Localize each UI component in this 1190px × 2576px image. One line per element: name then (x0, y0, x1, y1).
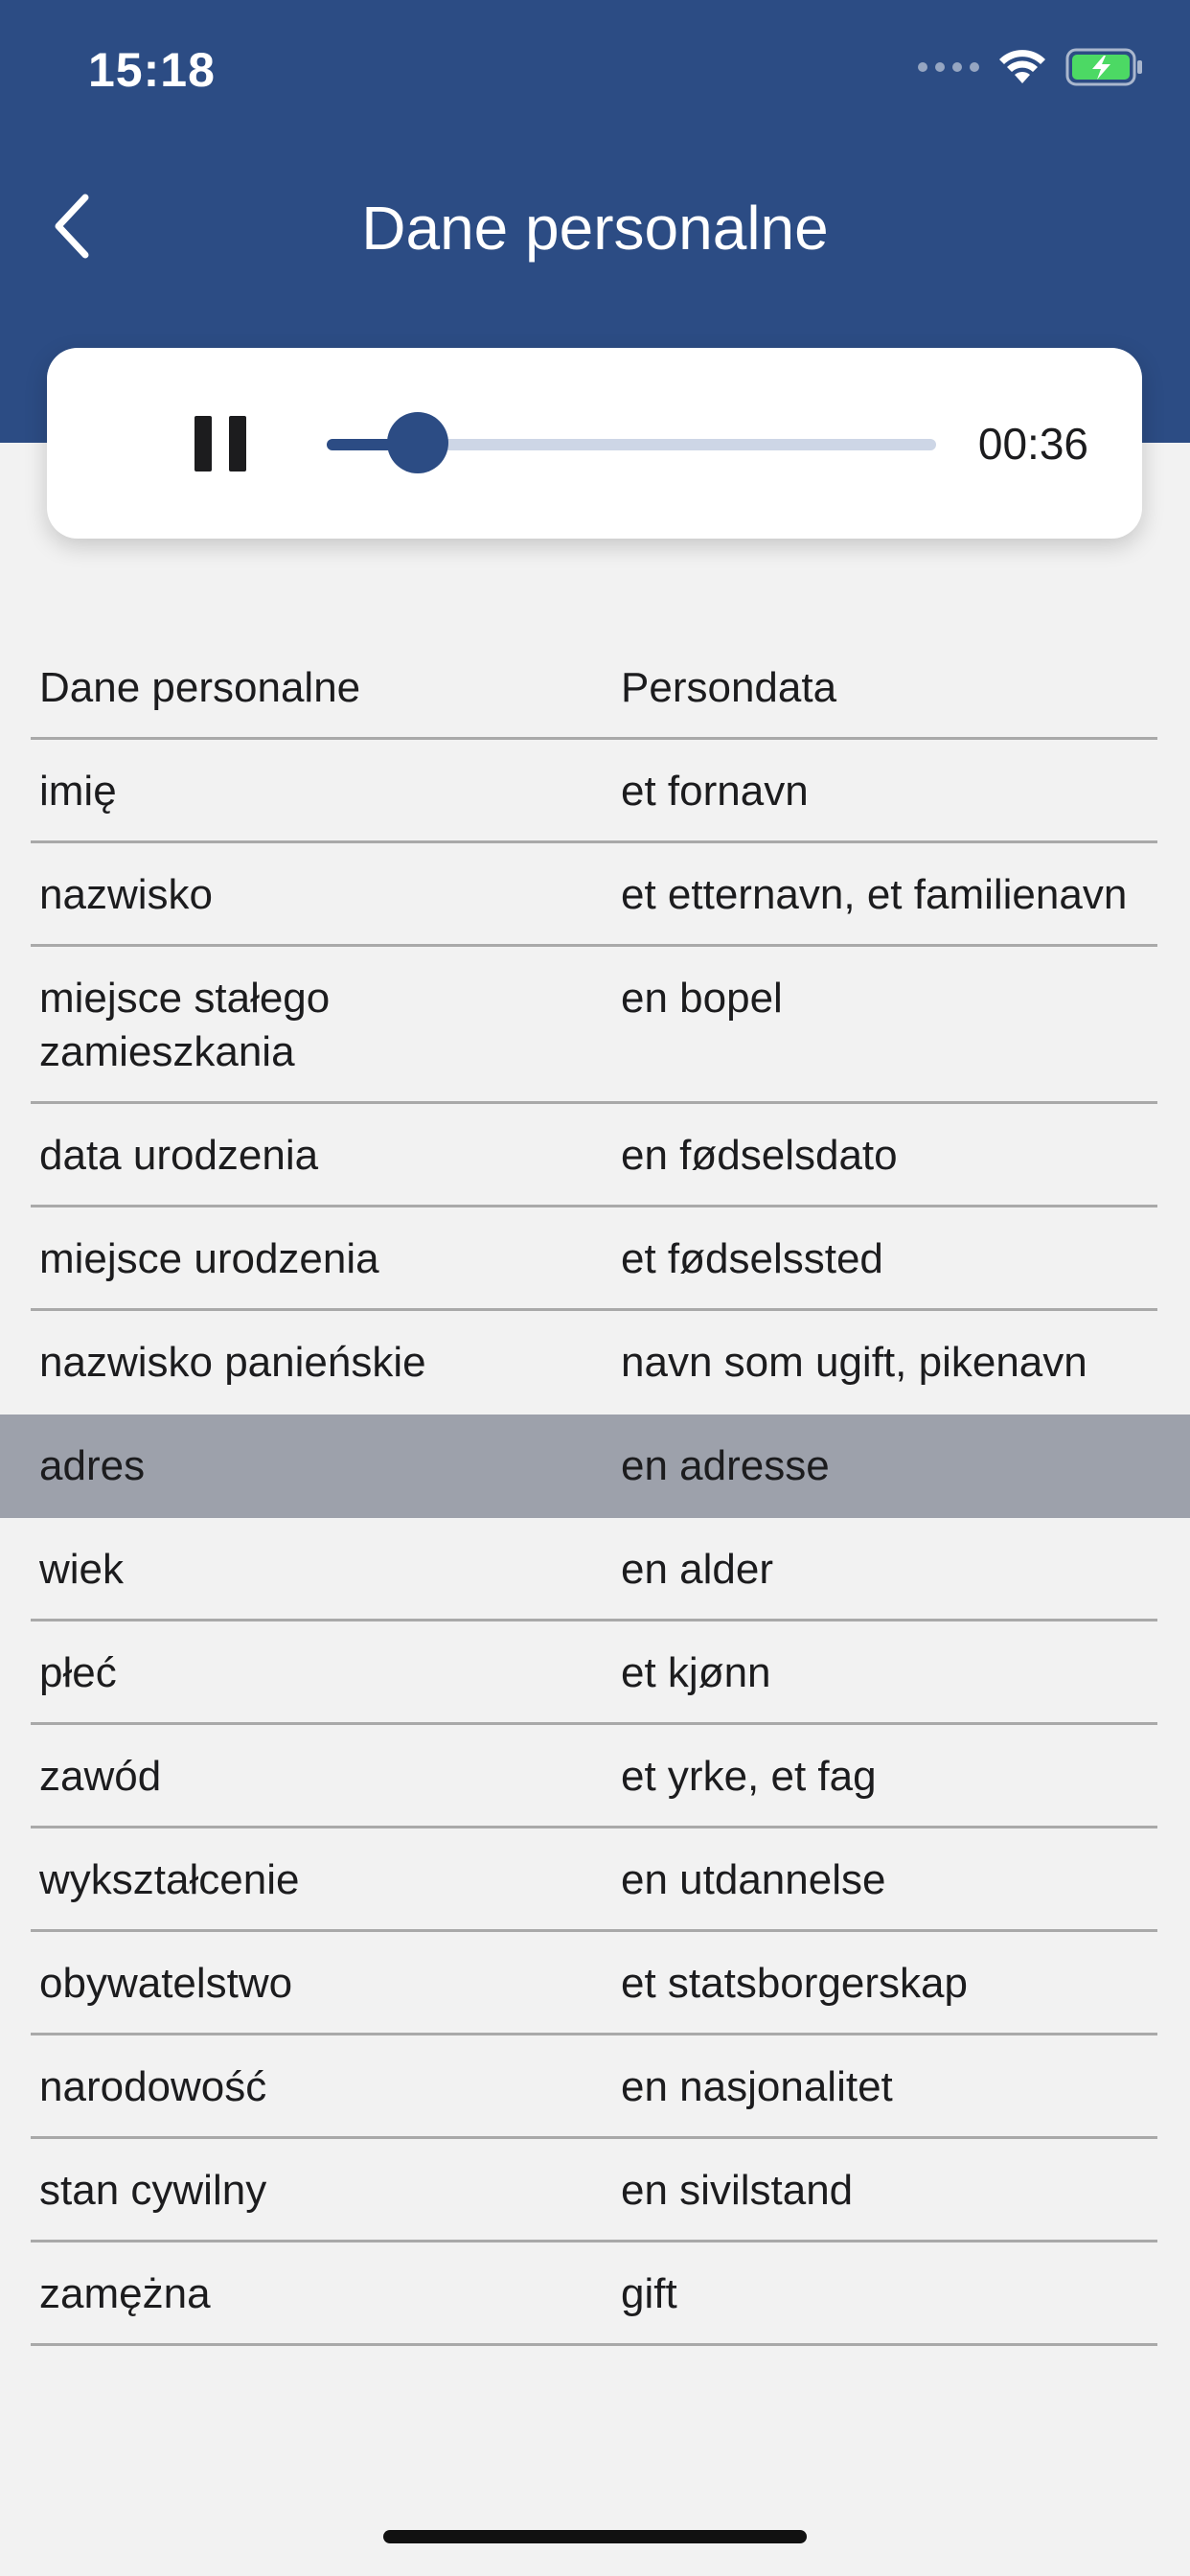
cell-norwegian: en adresse (621, 1442, 830, 1489)
cell-norwegian: gift (621, 2270, 677, 2317)
cellular-signal-icon (918, 62, 979, 72)
cell-polish: narodowość (39, 2063, 267, 2110)
table-row[interactable] (0, 1518, 1190, 1622)
cell-polish: płeć (39, 1649, 117, 1696)
vocabulary-table (0, 636, 1190, 2415)
cell-polish: nazwisko (39, 871, 213, 918)
home-indicator[interactable] (383, 2530, 807, 2543)
cell-norwegian: en fødselsdato (621, 1132, 898, 1179)
audio-player (47, 348, 1142, 539)
table-row[interactable] (0, 1828, 1190, 1932)
cell-norwegian: en bopel (621, 975, 783, 1022)
table-row[interactable] (0, 1311, 1190, 1414)
cell-polish: wiek (39, 1546, 125, 1593)
table-rows (0, 740, 1190, 2346)
table-row[interactable] (0, 843, 1190, 947)
table-header-row (0, 636, 1190, 740)
cell-norwegian: et fødselssted (621, 1235, 883, 1282)
table-row[interactable] (0, 2036, 1190, 2139)
chevron-left-icon (51, 194, 93, 259)
playback-slider[interactable] (327, 418, 936, 470)
cell-polish: stan cywilny (39, 2167, 267, 2214)
cell-polish: miejsce stałego zamieszkania (39, 975, 331, 1075)
table-row[interactable] (0, 2242, 1190, 2346)
cell-norwegian: et yrke, et fag (621, 1753, 877, 1800)
pause-icon (195, 416, 212, 472)
page-title: Dane personalne (361, 194, 829, 263)
table-row[interactable] (0, 2139, 1190, 2242)
cell-norwegian: et kjønn (621, 1649, 771, 1696)
table-row[interactable] (0, 1208, 1190, 1311)
cell-norwegian: en alder (621, 1546, 774, 1593)
header-cell-norwegian: Persondata (621, 664, 837, 711)
wifi-icon (998, 49, 1046, 85)
playback-time: 00:36 (977, 419, 1088, 469)
cell-polish: imię (39, 768, 117, 815)
table-row[interactable] (0, 1622, 1190, 1725)
battery-charging-icon (1065, 48, 1144, 86)
cell-norwegian: en nasjonalitet (621, 2063, 893, 2110)
table-row[interactable] (0, 1932, 1190, 2036)
cell-polish: nazwisko panieńskie (39, 1339, 426, 1386)
back-button[interactable] (38, 188, 105, 264)
cell-norwegian: et fornavn (621, 768, 809, 815)
header-cell-polish: Dane personalne (39, 664, 361, 711)
status-icons (918, 48, 1144, 86)
cell-norwegian: et etternavn, et familienavn (621, 871, 1128, 918)
table-row[interactable] (0, 1725, 1190, 1828)
cell-norwegian: en utdannelse (621, 1856, 886, 1903)
status-time: 15:18 (88, 43, 216, 97)
cell-norwegian: navn som ugift, pikenavn (621, 1339, 1087, 1386)
table-row[interactable] (0, 1414, 1190, 1518)
cell-polish: zamężna (39, 2270, 211, 2317)
cell-polish: data urodzenia (39, 1132, 319, 1179)
cell-polish: adres (39, 1442, 146, 1489)
slider-thumb[interactable] (387, 412, 448, 473)
cell-polish: miejsce urodzenia (39, 1235, 379, 1282)
cell-norwegian: en sivilstand (621, 2167, 854, 2214)
row-divider (31, 2343, 1157, 2346)
cell-polish: wykształcenie (39, 1856, 300, 1903)
cell-polish: obywatelstwo (39, 1960, 293, 2007)
cell-polish: zawód (39, 1753, 162, 1800)
table-row[interactable] (0, 1104, 1190, 1208)
pause-button[interactable] (168, 398, 273, 490)
table-row[interactable] (0, 740, 1190, 843)
table-row[interactable] (0, 947, 1190, 1104)
cell-norwegian: et statsborgerskap (621, 1960, 968, 2007)
